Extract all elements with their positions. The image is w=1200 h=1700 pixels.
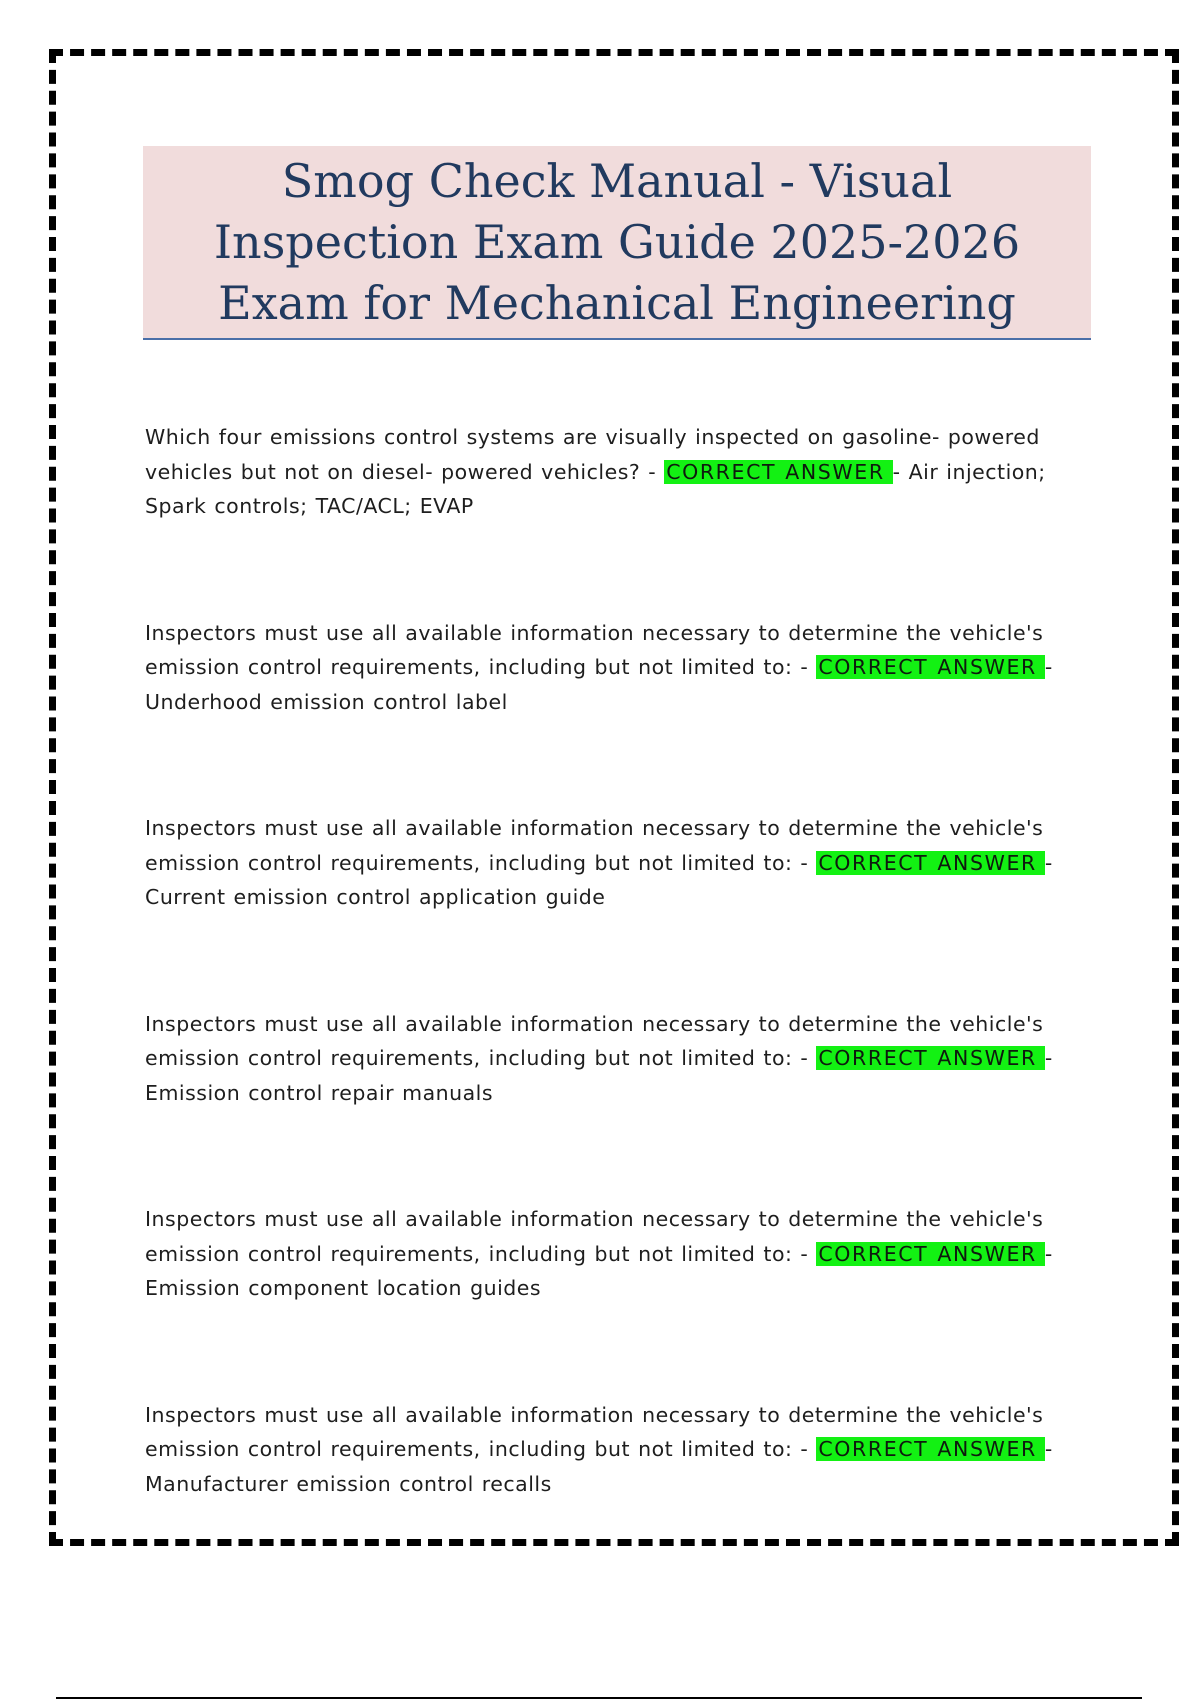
answer-separator: - — [1044, 655, 1053, 679]
answer-text: Air injection; Spark controls; TAC/ACL; EVAP — [145, 459, 1046, 518]
answer-text: Current emission control application guide — [145, 885, 606, 909]
question-text: Inspectors must use all available information necessary to determine the vehicle's emission control requirements, including but not limited to: - — [145, 1011, 1044, 1070]
footer-rule — [56, 1697, 1142, 1699]
answer-text: Underhood emission control label — [145, 689, 508, 714]
answer-text: Emission component location guides — [145, 1276, 542, 1300]
document-title: Smog Check Manual - Visual Inspection Exam Guide 2025-2026 Exam for Mechanical Engineering — [213, 153, 1021, 330]
title-banner — [143, 146, 1091, 340]
correct-answer-label: CORRECT ANSWER — [664, 460, 892, 484]
answer-separator: - — [1044, 1437, 1053, 1461]
answer-separator: - — [1044, 1241, 1053, 1266]
correct-answer-label: CORRECT ANSWER — [816, 1046, 1044, 1070]
correct-answer-label: CORRECT ANSWER — [816, 1437, 1044, 1461]
correct-answer-label: CORRECT ANSWER — [816, 1242, 1044, 1266]
correct-answer-label: CORRECT ANSWER — [816, 655, 1044, 679]
question-text: Inspectors must use all available information necessary to determine the vehicle's emission control requirements, including but not limited to: - — [145, 1402, 1044, 1461]
qa-item — [145, 616, 1075, 720]
qa-item — [145, 420, 1075, 524]
question-text: Inspectors must use all available information necessary to determine the vehicle's emission control requirements, including but not limited to: - — [145, 816, 1044, 875]
question-text: Inspectors must use all available information necessary to determine the vehicle's emission control requirements, including but not limited to: - — [145, 620, 1044, 679]
answer-separator: - — [892, 459, 909, 484]
correct-answer-label: CORRECT ANSWER — [816, 851, 1044, 875]
question-text: Inspectors must use all available information necessary to determine the vehicle's emission control requirements, including but not limited to: - — [145, 1207, 1044, 1266]
qa-item — [145, 1398, 1075, 1502]
answer-text: Manufacturer emission control recalls — [145, 1471, 552, 1496]
qa-item — [145, 811, 1075, 915]
answer-separator: - — [1044, 1046, 1053, 1070]
answer-text: Emission control repair manuals — [145, 1080, 494, 1105]
answer-separator: - — [1044, 850, 1053, 875]
qa-list — [145, 420, 1075, 1593]
qa-item — [145, 1202, 1075, 1306]
qa-item — [145, 1007, 1075, 1111]
question-text: Which four emissions control systems are visually inspected on gasoline- powered vehicles but not on diesel- powered vehicles? - — [145, 425, 1040, 484]
